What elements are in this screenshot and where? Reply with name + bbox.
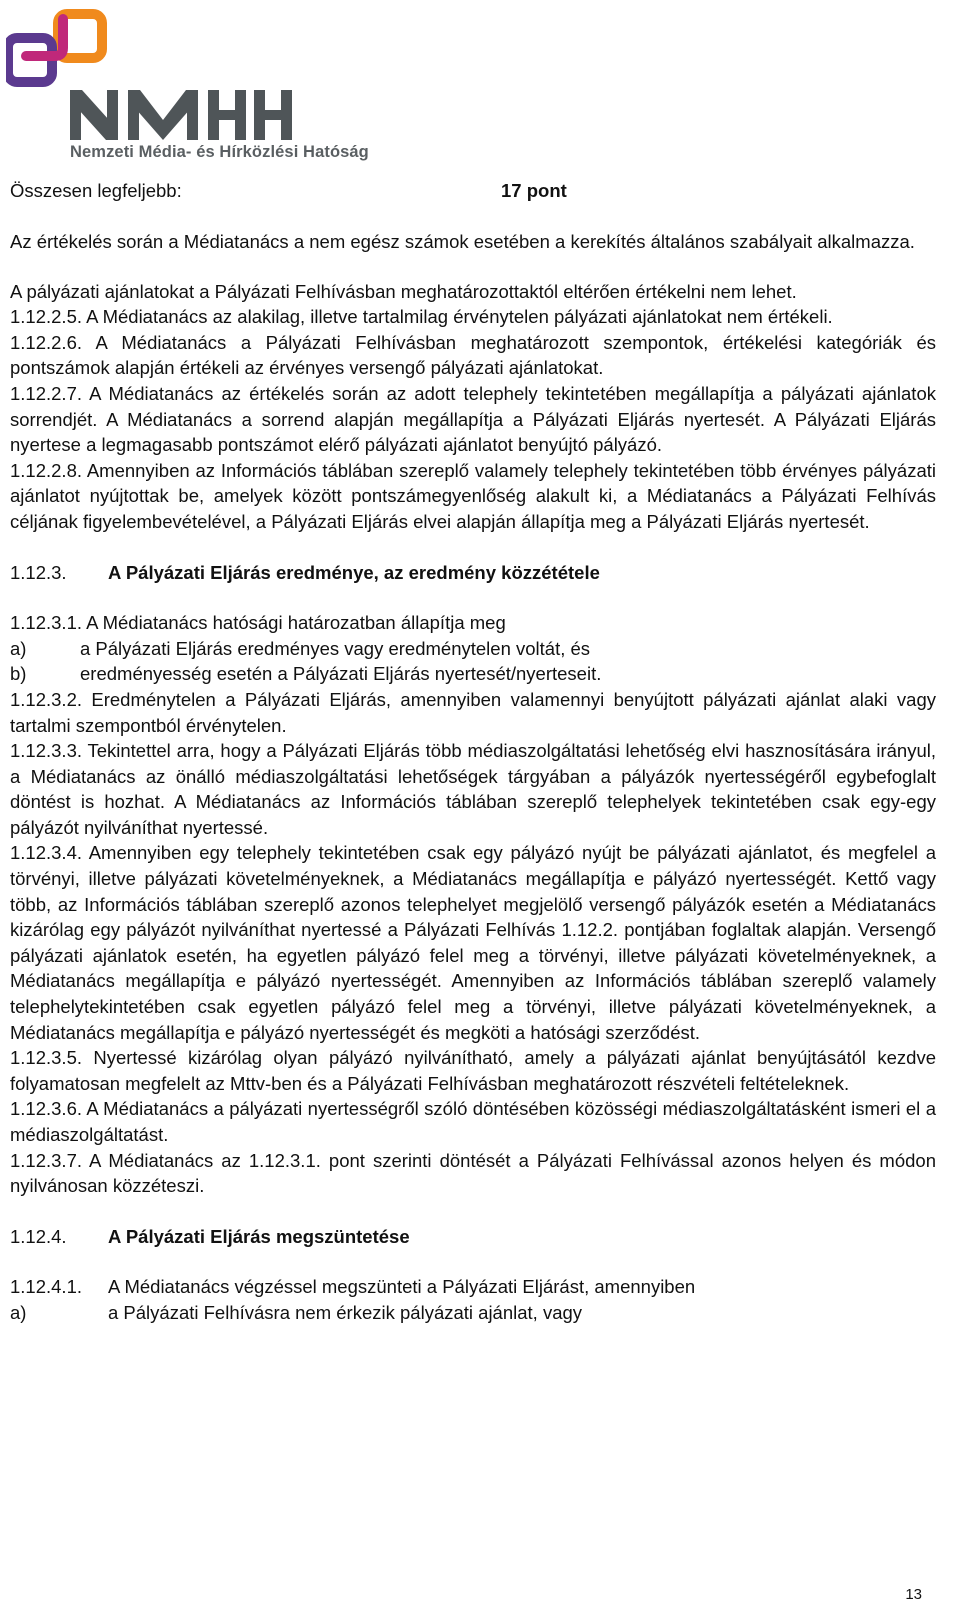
list-text: a Pályázati Eljárás eredményes vagy eredménytelen voltát, és <box>80 637 591 659</box>
paragraph-1-12-3-2: 1.12.3.2. Eredménytelen a Pályázati Eljárás, amennyiben valamennyi benyújtott pályázati ajánlat alaki vagy tartalmi szempontból érvénytelen. <box>10 688 936 736</box>
list-marker: b) <box>10 663 27 685</box>
section-title: A Pályázati Eljárás eredménye, az eredmény közzététele <box>108 561 600 583</box>
section-heading-1-12-4 <box>10 1224 936 1250</box>
paragraph-1-12-2-7: 1.12.2.7. A Médiatanács az értékelés során az adott telephely tekintetében megállapítja a pályázati ajánlatok sorrendjét. A Médiatanács a sorrend alapján megállapítja a Pályázati Eljárás nyertesét. A Pályázati Eljárás nyertese a legmagasabb pontszámot elérő pályázati ajánlatot benyújtó pályázó. <box>10 382 936 456</box>
paragraph-1-12-3-1: 1.12.3.1. A Médiatanács hatósági határozatban állapítja meg <box>10 612 506 634</box>
section-number: 1.12.3. <box>10 561 67 583</box>
paragraph-deviation: A pályázati ajánlatokat a Pályázati Felhívásban meghatározottaktól eltérően értékelni nem lehet. <box>10 280 797 302</box>
paragraph-rounding: Az értékelés során a Médiatanács a nem egész számok esetében a kerekítés általános szabályait alkalmazza. <box>10 231 915 252</box>
list-item <box>10 636 936 662</box>
paragraph-1-12-2-8: 1.12.2.8. Amennyiben az Információs táblában szereplő valamely telephely tekintetében több érvényes pályázati ajánlatot nyújtottak be, amelyek között pontszámegyenlőség alakult ki, a Médiatanács a Pályázati Felhívás céljának figyelembevételével, a Pályázati Eljárás elvei alapján állapítja meg a Pályázati Eljárás nyertesét. <box>10 459 936 532</box>
paragraph-1-12-2-6: 1.12.2.6. A Médiatanács a Pályázati Felhívásban meghatározott szempontok, értékelési kategóriák és pontszámok alapján értékeli az érvényes versengő pályázati ajánlatokat. <box>10 331 936 379</box>
section-number: 1.12.4. <box>10 1225 67 1247</box>
logo-wordmark: Nemzeti Média- és Hírközlési Hatóság <box>70 143 369 161</box>
list-text: a Pályázati Felhívásra nem érkezik pályázati ajánlat, vagy <box>108 1301 583 1323</box>
total-line <box>10 178 936 203</box>
paragraph-number: 1.12.4.1. <box>10 1276 83 1298</box>
page-number: 13 <box>905 1586 922 1603</box>
paragraph-1-12-4-1 <box>10 1274 936 1300</box>
list-item <box>10 661 936 687</box>
paragraph-1-12-3-7: 1.12.3.7. A Médiatanács az 1.12.3.1. pont szerinti döntését a Pályázati Felhívással azonos helyen és módon nyilvánosan közzéteszi. <box>10 1149 936 1197</box>
paragraph-1-12-3-4: 1.12.3.4. Amennyiben egy telephely tekintetében csak egy pályázó nyújt be pályázati ajánlatot, és megfelel a törvényi, illetve pályázati követelményeknek, a Médiatanács megállapítja e pályázó nyertességét. Kettő vagy több, az Információs táblában szereplő azonos telephelyet megjelölő versengő pályázók esetén a Médiatanács kizárólag egy pályázót nyilváníthat nyertessé a Pályázati Felhívás 1.12.2. pontjában foglaltak alapján. Versengő pályázati ajánlatok esetén, ha egyetlen pályázó felel meg a törvényi, illetve pályázati követelményeknek, a Médiatanács megállapítja e pályázó nyertességét. Amennyiben az Információs táblában szereplő valamely telephelytekintetében csak egyetlen pályázó felel meg a törvényi, illetve pályázati követelményeknek, a Médiatanács megállapítja e pályázó nyertességét és megköti a hatósági szerződést. <box>10 842 936 1043</box>
list-item <box>10 1300 936 1326</box>
paragraph-1-12-2-5: 1.12.2.5. A Médiatanács az alakilag, illetve tartalmilag érvénytelen pályázati ajánlatokat nem értékeli. <box>10 306 833 328</box>
list-text: eredményesség esetén a Pályázati Eljárás nyertesét/nyerteseit. <box>80 663 602 685</box>
paragraph-1-12-3-3: 1.12.3.3. Tekintettel arra, hogy a Pályázati Eljárás több médiaszolgáltatási lehetőség elvi hasznosítására irányul, a Médiatanács az önálló médiaszolgáltatási lehetőségek tárgyában a pályázók nyertességéről egybefoglalt döntést is hozhat. A Médiatanács az Információs táblában szereplő telephelyek tekintetében csak egy-egy pályázót nyilváníthat nyertessé. <box>10 740 936 838</box>
paragraph-1-12-3-6: 1.12.3.6. A Médiatanács a pályázati nyertességről szóló döntésében közösségi médiaszolgáltatásként ismeri el a médiaszolgáltatást. <box>10 1098 936 1145</box>
total-value: 17 pont <box>501 180 567 201</box>
list-marker: a) <box>10 1301 27 1323</box>
total-label: Összesen legfeljebb: <box>10 180 182 201</box>
document-body <box>10 229 936 1326</box>
paragraph-1-12-3-5: 1.12.3.5. Nyertessé kizárólag olyan pályázó nyilvánítható, amely a pályázati ajánlat benyújtásától kezdve folyamatosan megfelelt az Mttv-ben és a Pályázati Felhívásban meghatározott részvételi feltételeknek. <box>10 1047 936 1094</box>
nmhh-logo <box>6 8 386 163</box>
list-marker: a) <box>10 637 27 659</box>
paragraph-text: A Médiatanács végzéssel megszünteti a Pályázati Eljárást, amennyiben <box>108 1276 696 1298</box>
section-title: A Pályázati Eljárás megszüntetése <box>108 1225 410 1247</box>
section-heading-1-12-3 <box>10 560 936 586</box>
